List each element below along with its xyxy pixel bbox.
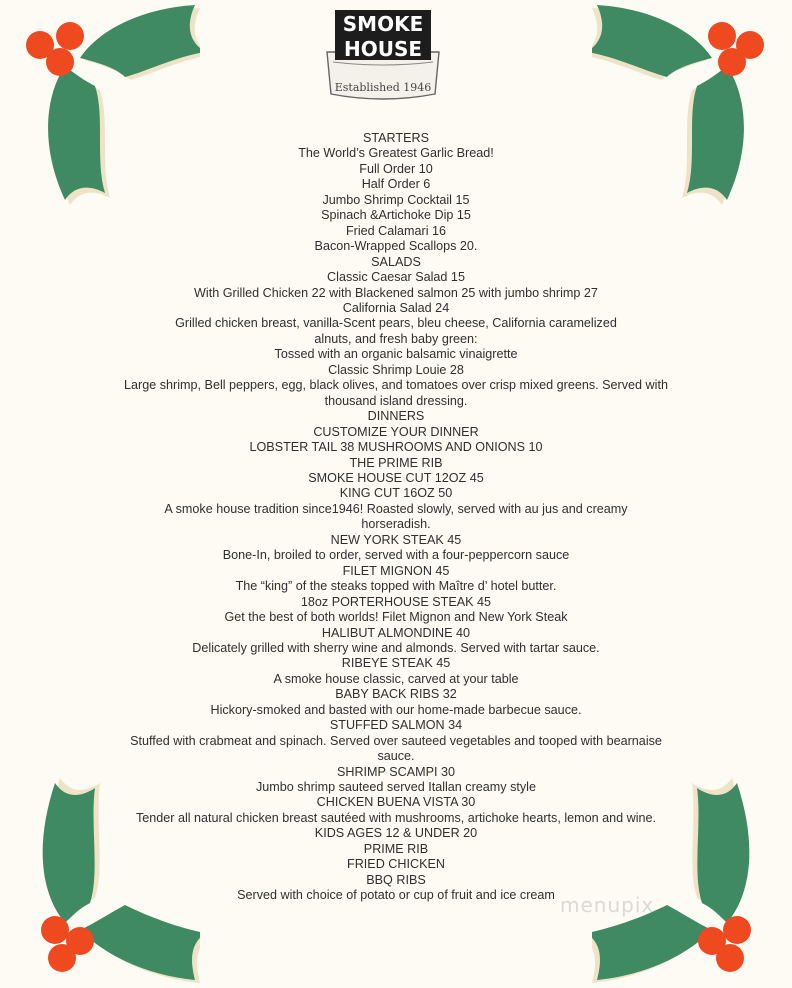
menu-line: SMOKE HOUSE CUT 12OZ 45 bbox=[308, 470, 484, 485]
menu-line: Delicately grilled with sherry wine and almonds. Served with tartar sauce. bbox=[192, 640, 600, 655]
menu-line: Jumbo shrimp sauteed served Itallan creamy style bbox=[256, 780, 536, 795]
logo-tagline: Established 1946 bbox=[334, 81, 432, 94]
menu-line: A smoke house tradition since1946! Roasted slowly, served with au jus and creamy bbox=[164, 501, 628, 516]
logo-line2: HOUSE bbox=[343, 37, 423, 61]
menu-line: KING CUT 16OZ 50 bbox=[339, 486, 453, 501]
menu-line: Stuffed with crabmeat and spinach. Served over sauteed vegetables and tooped with bearnaise bbox=[130, 733, 662, 748]
menu-line: BBQ RIBS bbox=[366, 872, 426, 887]
menu-line: Large shrimp, Bell peppers, egg, black olives, and tomatoes over crisp mixed greens. Served with bbox=[124, 378, 668, 393]
menu-line: SALADS bbox=[371, 254, 421, 269]
menu-line: Classic Shrimp Louie 28 bbox=[328, 362, 464, 377]
logo-emblem bbox=[323, 6, 443, 102]
menu-line: STUFFED SALMON 34 bbox=[329, 718, 463, 733]
menu-line: Half Order 6 bbox=[361, 177, 431, 192]
menu-line: The “king” of the steaks topped with Maître d’ hotel butter. bbox=[235, 579, 557, 594]
menu-line: DINNERS bbox=[367, 409, 425, 424]
menu-line: Served with choice of potato or cup of fruit and ice cream bbox=[237, 888, 555, 903]
menu-line: Classic Caesar Salad 15 bbox=[327, 270, 465, 285]
menu-line: HALIBUT ALMONDINE 40 bbox=[321, 625, 471, 640]
menu-line: The World’s Greatest Garlic Bread! bbox=[298, 146, 494, 161]
smoke-house-logo bbox=[323, 6, 443, 102]
menu-line: PRIME RIB bbox=[363, 841, 429, 856]
menu-line: Bone-In, broiled to order, served with a four-peppercorn sauce bbox=[222, 548, 570, 563]
menu-line: KIDS AGES 12 & UNDER 20 bbox=[314, 826, 478, 841]
menu-line: A smoke house classic, carved at your table bbox=[273, 671, 519, 686]
menu-content bbox=[100, 131, 692, 904]
menu-line: Spinach &Artichoke Dip 15 bbox=[321, 208, 471, 223]
menu-line: thousand island dressing. bbox=[324, 393, 468, 408]
menu-line: BABY BACK RIBS 32 bbox=[335, 687, 457, 702]
logo-line1: SMOKE bbox=[342, 12, 424, 36]
menu-line: Grilled chicken breast, vanilla-Scent pears, bleu cheese, California caramelized bbox=[175, 316, 617, 331]
menu-line: STARTERS bbox=[362, 131, 429, 145]
menu-line: RIBEYE STEAK 45 bbox=[341, 656, 451, 671]
menu-line: 18oz PORTERHOUSE STEAK 45 bbox=[300, 594, 492, 609]
menu-line: FILET MIGNON 45 bbox=[342, 563, 450, 578]
menu-line: Jumbo Shrimp Cocktail 15 bbox=[322, 192, 470, 207]
menu-line: CHICKEN BUENA VISTA 30 bbox=[316, 795, 476, 810]
menu-line: Get the best of both worlds! Filet Mignon and New York Steak bbox=[224, 610, 568, 625]
menu-line: alnuts, and fresh baby green: bbox=[314, 331, 478, 346]
menu-line: LOBSTER TAIL 38 MUSHROOMS AND ONIONS 10 bbox=[249, 440, 543, 455]
menu-line: THE PRIME RIB bbox=[349, 455, 443, 470]
menu-line: Tossed with an organic balsamic vinaigrette bbox=[274, 347, 518, 362]
menu-line: Tender all natural chicken breast sautéed with mushrooms, artichoke hearts, lemon and wine. bbox=[135, 810, 657, 825]
menu-line: FRIED CHICKEN bbox=[347, 857, 445, 872]
menu-line: sauce. bbox=[377, 749, 415, 764]
menu-line: Bacon-Wrapped Scallops 20. bbox=[314, 239, 478, 254]
menupix-watermark: menupix bbox=[560, 893, 655, 917]
menu-line: California Salad 24 bbox=[342, 300, 450, 315]
menu-line: horseradish. bbox=[361, 517, 431, 532]
menu-line: With Grilled Chicken 22 with Blackened salmon 25 with jumbo shrimp 27 bbox=[194, 285, 598, 300]
menu-line: Hickory-smoked and basted with our home-made barbecue sauce. bbox=[210, 702, 582, 717]
menu-line: Full Order 10 bbox=[359, 161, 433, 176]
menu-line: NEW YORK STEAK 45 bbox=[330, 532, 462, 547]
menu-line: SHRIMP SCAMPI 30 bbox=[336, 764, 456, 779]
menu-line: Fried Calamari 16 bbox=[345, 223, 447, 238]
menu-line: CUSTOMIZE YOUR DINNER bbox=[313, 424, 479, 439]
